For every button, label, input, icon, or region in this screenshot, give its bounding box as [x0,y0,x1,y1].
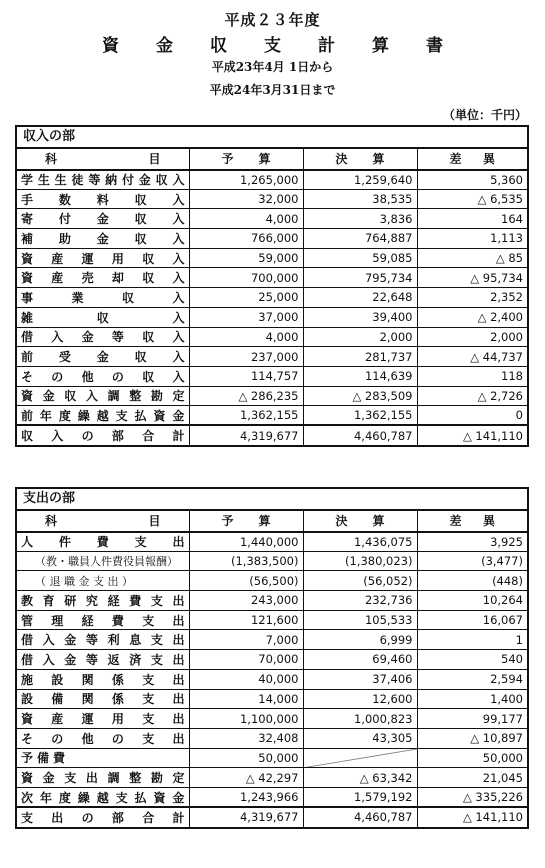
diff-cell: △ 335,226 [417,787,527,807]
subject-label: そ の 他 の 支 出 [21,731,185,746]
budget-cell: 32,408 [189,728,303,748]
subject-label: 管 理 経 費 支 出 [21,613,185,628]
subject-label: 資 金 支 出 調 整 勘 定 [21,771,185,786]
subject-label: 借 入 金 等 利 息 支 出 [21,633,185,648]
budget-cell: 1,243,966 [189,787,303,807]
budget-cell: 4,000 [189,209,303,229]
subject-cell [17,209,189,229]
diff-cell: 164 [417,209,527,229]
table-row [17,248,527,268]
subject-cell [17,307,189,327]
budget-cell: 70,000 [189,650,303,670]
subject-label: 収 入 の 部 合 計 [21,429,185,444]
actual-cell: 43,305 [303,728,417,748]
actual-cell: 4,460,787 [303,807,417,827]
actual-cell: 37,406 [303,669,417,689]
subject-cell [17,669,189,689]
header-row [17,149,527,170]
actual-cell: 795,734 [303,268,417,288]
table-row [17,532,527,552]
subject-label: 設 備 関 係 支 出 [21,692,185,707]
actual-cell: 1,000,823 [303,709,417,729]
table-row [17,551,527,571]
subject-label: 次 年 度 繰 越 支 払 資 金 [21,790,185,805]
expense-table [15,487,529,829]
table-row [17,406,527,426]
subject-label: 資 産 運 用 支 出 [21,712,185,727]
actual-cell: 12,600 [303,689,417,709]
subject-label: 寄 付 金 収 入 [21,212,185,227]
subject-cell [17,571,189,591]
document-title: 資 金 収 支 計 算 書 [102,36,453,56]
subject-cell [17,425,189,445]
subject-label: 雑 収 入 [21,310,185,325]
diff-cell: 540 [417,650,527,670]
actual-cell: 1,436,075 [303,532,417,552]
actual-cell: 764,887 [303,229,417,249]
budget-cell: 1,100,000 [189,709,303,729]
diff-cell: 99,177 [417,709,527,729]
subject-label: 予備費 [21,751,70,766]
table-row [17,768,527,788]
subject-cell [17,229,189,249]
actual-cell: (56,052) [303,571,417,591]
subject-cell [17,591,189,611]
budget-cell: 25,000 [189,288,303,308]
subject-cell [17,170,189,190]
budget-cell: △ 42,297 [189,768,303,788]
diff-cell: 0 [417,406,527,426]
diff-cell: 21,045 [417,768,527,788]
budget-cell: 114,757 [189,366,303,386]
table-row [17,591,527,611]
actual-cell: 4,460,787 [303,425,417,445]
subject-label: そ の 他 の 収 入 [21,369,185,384]
col-subject: 科 目 [17,149,189,170]
actual-cell: 105,533 [303,610,417,630]
col-budget: 予 算 [189,511,303,532]
budget-cell: 50,000 [189,748,303,768]
actual-cell: 2,000 [303,327,417,347]
col-diff: 差 異 [417,511,527,532]
table-row [17,728,527,748]
table-row [17,347,527,367]
diff-cell: △ 141,110 [417,807,527,827]
diff-cell: △ 10,897 [417,728,527,748]
diff-cell: (3,477) [417,551,527,571]
actual-cell: 114,639 [303,366,417,386]
subject-cell [17,748,189,768]
diff-cell: △ 95,734 [417,268,527,288]
subject-cell [17,689,189,709]
subject-label: 教 育 研 究 経 費 支 出 [21,593,185,608]
budget-cell: 1,440,000 [189,532,303,552]
income-caption: 収入の部 [17,127,527,148]
actual-cell: 281,737 [303,347,417,367]
budget-cell: 14,000 [189,689,303,709]
diff-cell: 1,113 [417,229,527,249]
period-to: 平成24年3月31日まで [209,83,336,97]
diff-cell: 50,000 [417,748,527,768]
diff-cell: △ 2,726 [417,386,527,406]
table-row [17,571,527,591]
budget-cell: (56,500) [189,571,303,591]
diff-cell: 2,594 [417,669,527,689]
subject-cell [17,532,189,552]
diff-cell: 16,067 [417,610,527,630]
subject-label: 資 産 売 却 収 入 [21,271,185,286]
diff-cell: 10,264 [417,591,527,611]
subject-label: 資 産 運 用 収 入 [21,251,185,266]
subject-label: 学 生 生 徒 等 納 付 金 収 入 [21,173,185,188]
subject-label: 支 出 の 部 合 計 [21,810,185,825]
diff-cell: 1 [417,630,527,650]
subject-label: （教・職員人件費役員報酬） [35,555,178,569]
budget-cell: 1,265,000 [189,170,303,190]
subject-label: 事 業 収 入 [21,290,185,305]
actual-cell: 232,736 [303,591,417,611]
subject-cell [17,248,189,268]
diff-cell: 2,352 [417,288,527,308]
subject-cell [17,386,189,406]
subject-cell [17,709,189,729]
diff-cell: 118 [417,366,527,386]
diff-cell: △ 6,535 [417,189,527,209]
actual-cell: 69,460 [303,650,417,670]
actual-cell: 3,836 [303,209,417,229]
col-actual: 決 算 [303,149,417,170]
budget-cell: 40,000 [189,669,303,689]
diagonal-line [304,749,417,768]
table-row [17,209,527,229]
actual-cell: 38,535 [303,189,417,209]
subject-cell [17,268,189,288]
budget-cell: 59,000 [189,248,303,268]
subject-label: 前 受 金 収 入 [21,350,185,365]
table-row [17,327,527,347]
subject-label: 前 年 度 繰 越 支 払 資 金 [21,408,185,423]
subject-label: （ 退 職 金 支 出 ） [35,574,133,588]
actual-cell: 1,259,640 [303,170,417,190]
subject-cell [17,610,189,630]
diff-cell: 5,360 [417,170,527,190]
table-row [17,307,527,327]
budget-cell: 1,362,155 [189,406,303,426]
header-row [17,511,527,532]
subject-label: 手 数 料 収 入 [21,192,185,207]
total-row [17,807,527,827]
budget-cell: 4,000 [189,327,303,347]
diff-cell: 1,400 [417,689,527,709]
subject-cell [17,347,189,367]
diff-cell: △ 2,400 [417,307,527,327]
diff-cell: 3,925 [417,532,527,552]
table-row [17,669,527,689]
budget-cell: 4,319,677 [189,425,303,445]
empty-diagonal-cell [303,748,417,768]
diff-cell: △ 141,110 [417,425,527,445]
actual-cell: 6,999 [303,630,417,650]
subject-cell [17,630,189,650]
diff-cell: △ 44,737 [417,347,527,367]
actual-cell: 1,362,155 [303,406,417,426]
table-row [17,366,527,386]
budget-cell: 121,600 [189,610,303,630]
subject-cell [17,768,189,788]
table-row [17,189,527,209]
table-row [17,229,527,249]
budget-cell: 4,319,677 [189,807,303,827]
subject-label: 補 助 金 収 入 [21,231,185,246]
col-budget: 予 算 [189,149,303,170]
subject-cell [17,551,189,571]
budget-cell: 766,000 [189,229,303,249]
subject-cell [17,406,189,426]
table-row [17,288,527,308]
subject-cell [17,366,189,386]
budget-cell: 37,000 [189,307,303,327]
table-row [17,748,527,768]
table-row [17,386,527,406]
subject-cell [17,807,189,827]
unit-note: （単位：千円） [442,108,527,122]
budget-cell: 700,000 [189,268,303,288]
actual-cell: △ 283,509 [303,386,417,406]
income-table [15,125,529,447]
total-row [17,425,527,445]
subject-cell [17,327,189,347]
subject-cell [17,189,189,209]
subject-cell [17,288,189,308]
table-row [17,650,527,670]
subject-label: 借 入 金 等 返 済 支 出 [21,652,185,667]
actual-cell: (1,380,023) [303,551,417,571]
actual-cell: 22,648 [303,288,417,308]
table-row [17,630,527,650]
col-actual: 決 算 [303,511,417,532]
fiscal-year-title: 平成２３年度 [224,11,321,29]
col-diff: 差 異 [417,149,527,170]
budget-cell: 32,000 [189,189,303,209]
subject-cell [17,787,189,807]
subject-label: 借 入 金 等 収 入 [21,330,185,345]
table-row [17,610,527,630]
budget-cell: △ 286,235 [189,386,303,406]
budget-cell: 237,000 [189,347,303,367]
period-from: 平成23年4月 1日から [211,60,334,74]
subject-label: 資 金 収 入 調 整 勘 定 [21,389,185,404]
subject-label: 人 件 費 支 出 [21,535,185,550]
budget-cell: (1,383,500) [189,551,303,571]
subject-cell [17,650,189,670]
actual-cell: 1,579,192 [303,787,417,807]
budget-cell: 243,000 [189,591,303,611]
diff-cell: (448) [417,571,527,591]
subject-label: 施 設 関 係 支 出 [21,672,185,687]
budget-cell: 7,000 [189,630,303,650]
table-row [17,709,527,729]
subject-cell [17,728,189,748]
table-row [17,170,527,190]
col-subject: 科 目 [17,511,189,532]
expense-caption: 支出の部 [17,489,527,510]
table-row [17,268,527,288]
table-row [17,787,527,807]
diff-cell: 2,000 [417,327,527,347]
diff-cell: △ 85 [417,248,527,268]
actual-cell: 39,400 [303,307,417,327]
actual-cell: 59,085 [303,248,417,268]
actual-cell: △ 63,342 [303,768,417,788]
table-row [17,689,527,709]
